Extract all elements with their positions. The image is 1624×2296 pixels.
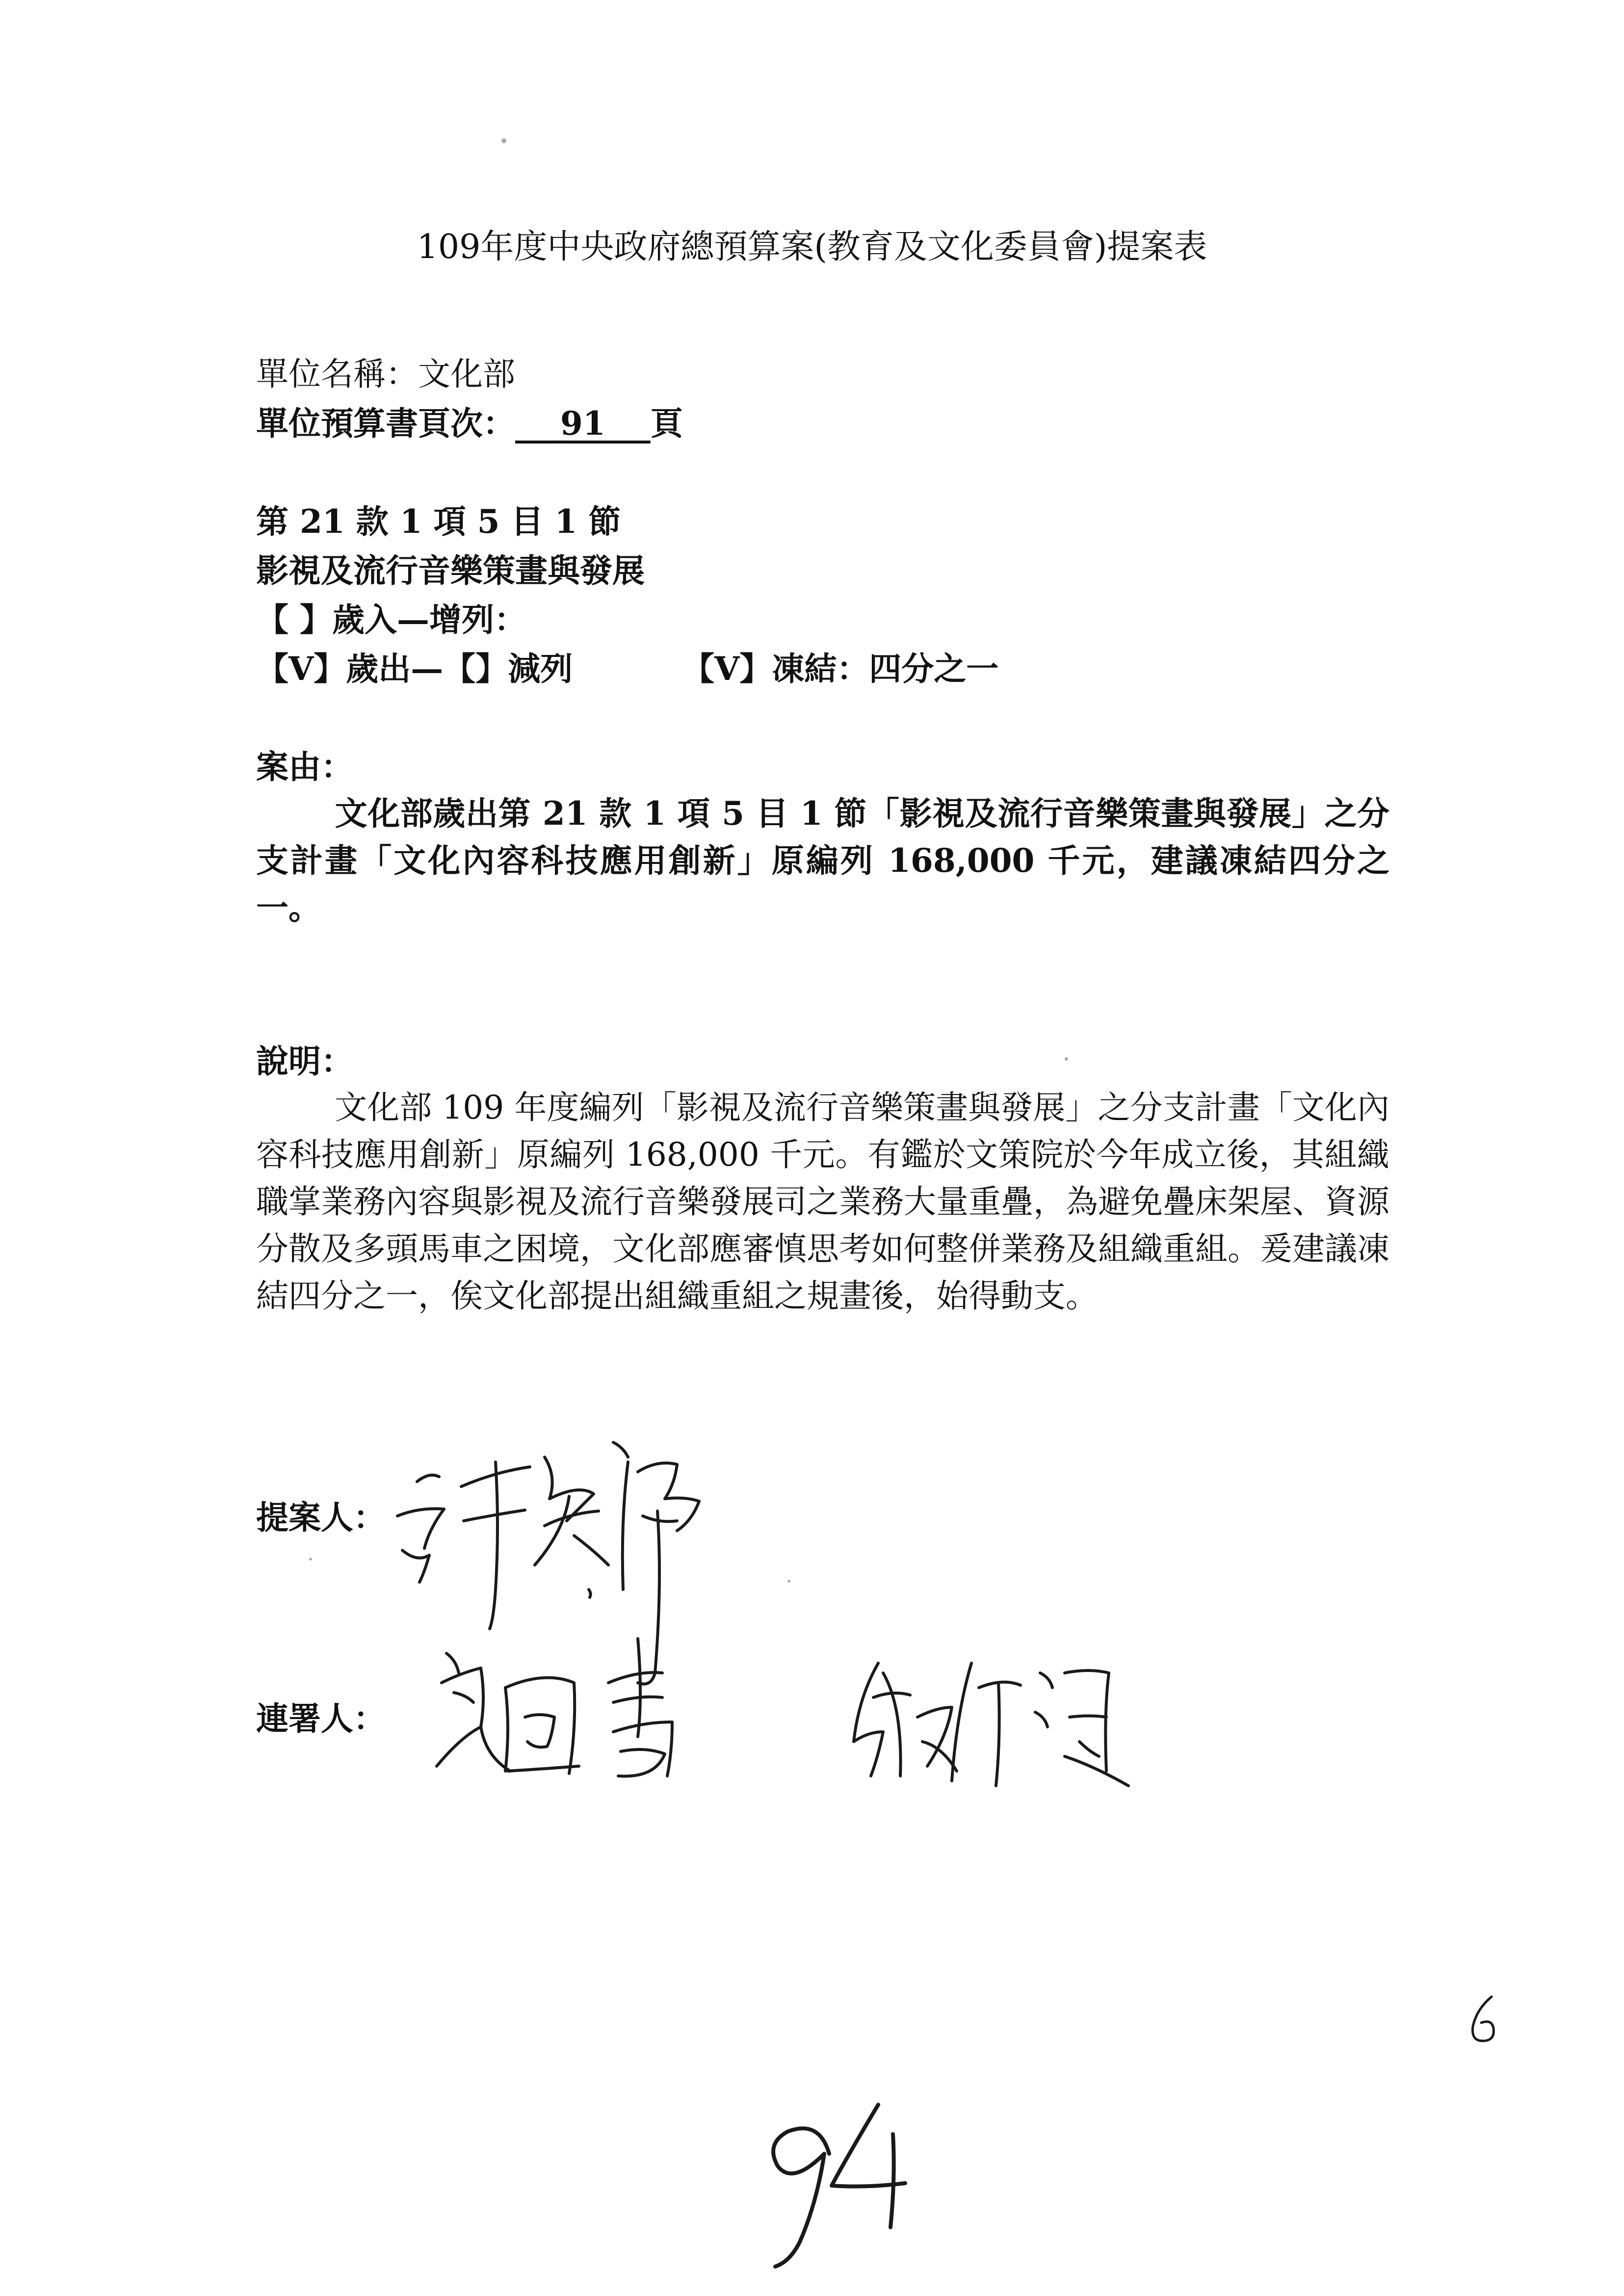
unit-name-row: [256, 355, 515, 393]
reason-paragraph: [256, 790, 1389, 931]
section-code: 第 21 款 1 項 5 目 1 節: [256, 502, 621, 541]
unit-name-value: 文化部: [418, 355, 515, 393]
handwritten-corner-mark: [1467, 1992, 1501, 2046]
reason-text: 文化部歲出第 21 款 1 項 5 目 1 節「影視及流行音樂策畫與發展」之分支計畫「文化內容科技應用創新」原編列 168,000 千元，建議凍結四分之一。: [256, 794, 1389, 927]
freeze-line: 【V】凍結：四分之一: [682, 650, 999, 688]
income-line: 【 】歲入—增列：: [256, 600, 526, 639]
proposer-label: 提案人：: [256, 1498, 386, 1537]
document-title: 109年度中央政府總預算案(教育及文化委員會)提案表: [417, 228, 1207, 266]
explain-heading: 說明：: [256, 1042, 353, 1080]
cosigner-signature-2: [849, 1644, 1182, 1800]
budget-page-number: 91: [560, 404, 605, 443]
budget-page-row: [256, 404, 683, 443]
expense-line: 【V】歲出—【】減列: [256, 650, 573, 688]
scan-speck: [1065, 1057, 1068, 1061]
cosigner-signature-1: [427, 1619, 731, 1805]
explain-text: 文化部 109 年度編列「影視及流行音樂策畫與發展」之分支計畫「文化內容科技應用創新」原編列 168,000 千元。有鑑於文策院於今年成立後，其組織職掌業務內容與影視及流行音樂發展司之業務大量重疊，為避免疊床架屋、資源分散及多頭馬車之困境，文化部應審慎思考如何整併業務及組織重組。爰建議凍結四分之一，俟文化部提出組織重組之規畫後，始得動支。: [256, 1089, 1389, 1315]
scan-speck: [787, 1580, 790, 1583]
scan-speck: [309, 1558, 312, 1561]
cosigner-label: 連署人：: [256, 1699, 386, 1738]
budget-page-suffix: 頁: [650, 404, 683, 443]
reason-heading: 案由：: [256, 748, 353, 786]
unit-name-label: 單位名稱：: [256, 355, 418, 393]
budget-page-label: 單位預算書頁次：: [256, 404, 515, 443]
explain-paragraph: [256, 1084, 1389, 1320]
scan-speck: [501, 138, 506, 143]
handwritten-page-number: [756, 2100, 942, 2257]
section-name: 影視及流行音樂策畫與發展: [256, 551, 645, 590]
